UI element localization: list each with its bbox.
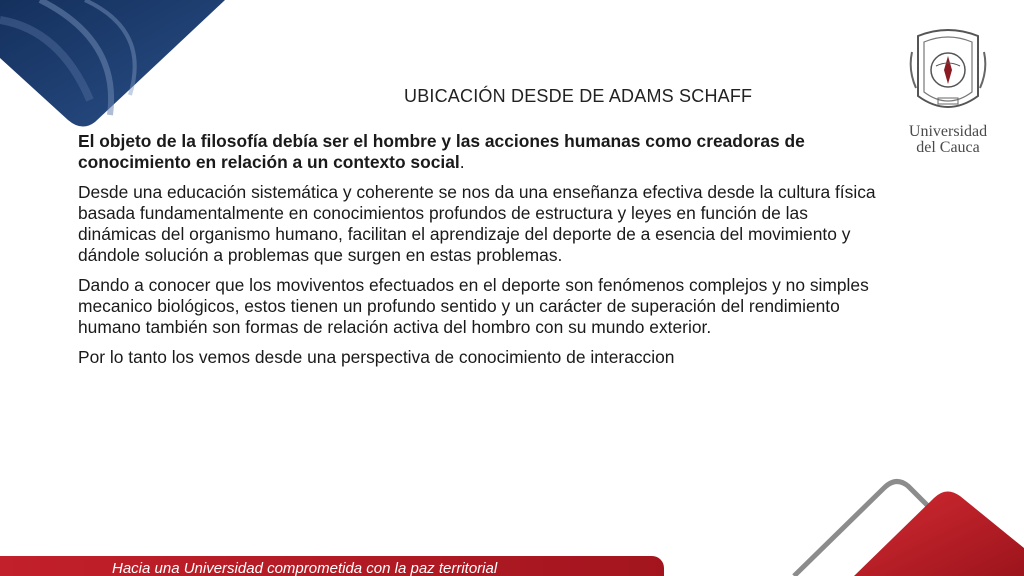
paragraph-4: Por lo tanto los vemos desde una perspectiva de conocimiento de interaccion — [78, 347, 675, 367]
logo-line-1: Universidad — [908, 123, 988, 140]
university-logo — [900, 26, 996, 156]
university-seal-icon — [908, 26, 988, 118]
footer-bar — [0, 556, 664, 576]
lead-end: . — [459, 152, 465, 172]
lead-bold-text: El objeto de la filosofía debía ser el hombre y las acciones humanas como creadoras de conocimiento en relación a un contexto social — [78, 131, 805, 172]
content-body — [78, 131, 890, 377]
top-left-decoration — [0, 0, 230, 130]
logo-line-2: del Cauca — [916, 139, 980, 156]
page-title: UBICACIÓN DESDE DE ADAMS SCHAFF — [404, 86, 753, 106]
footer-slogan: Hacia una Universidad comprometida con la paz territorial — [112, 560, 498, 576]
lead-paragraph — [78, 131, 890, 173]
paragraph-2: Desde una educación sistemática y coherente se nos da una enseñanza efectiva desde la cultura física basada fundamentalmente en conocimientos profundos de estructura y leyes en función de las dinámicas del organismo humano, facilitan el aprendizaje del deporte de a esencia del movimiento y dándole solución a problemas que surgen en estas problemas. — [78, 182, 876, 265]
paragraph-3: Dando a conocer que los moviventos efectuados en el deporte son fenómenos complejos y no simples mecanico biológicos, estos tienen un profundo sentido y un carácter de superación del rendimiento humano también son formas de relación activa del hombro con su mundo exterior. — [78, 275, 869, 337]
bottom-right-decoration — [784, 476, 1024, 576]
